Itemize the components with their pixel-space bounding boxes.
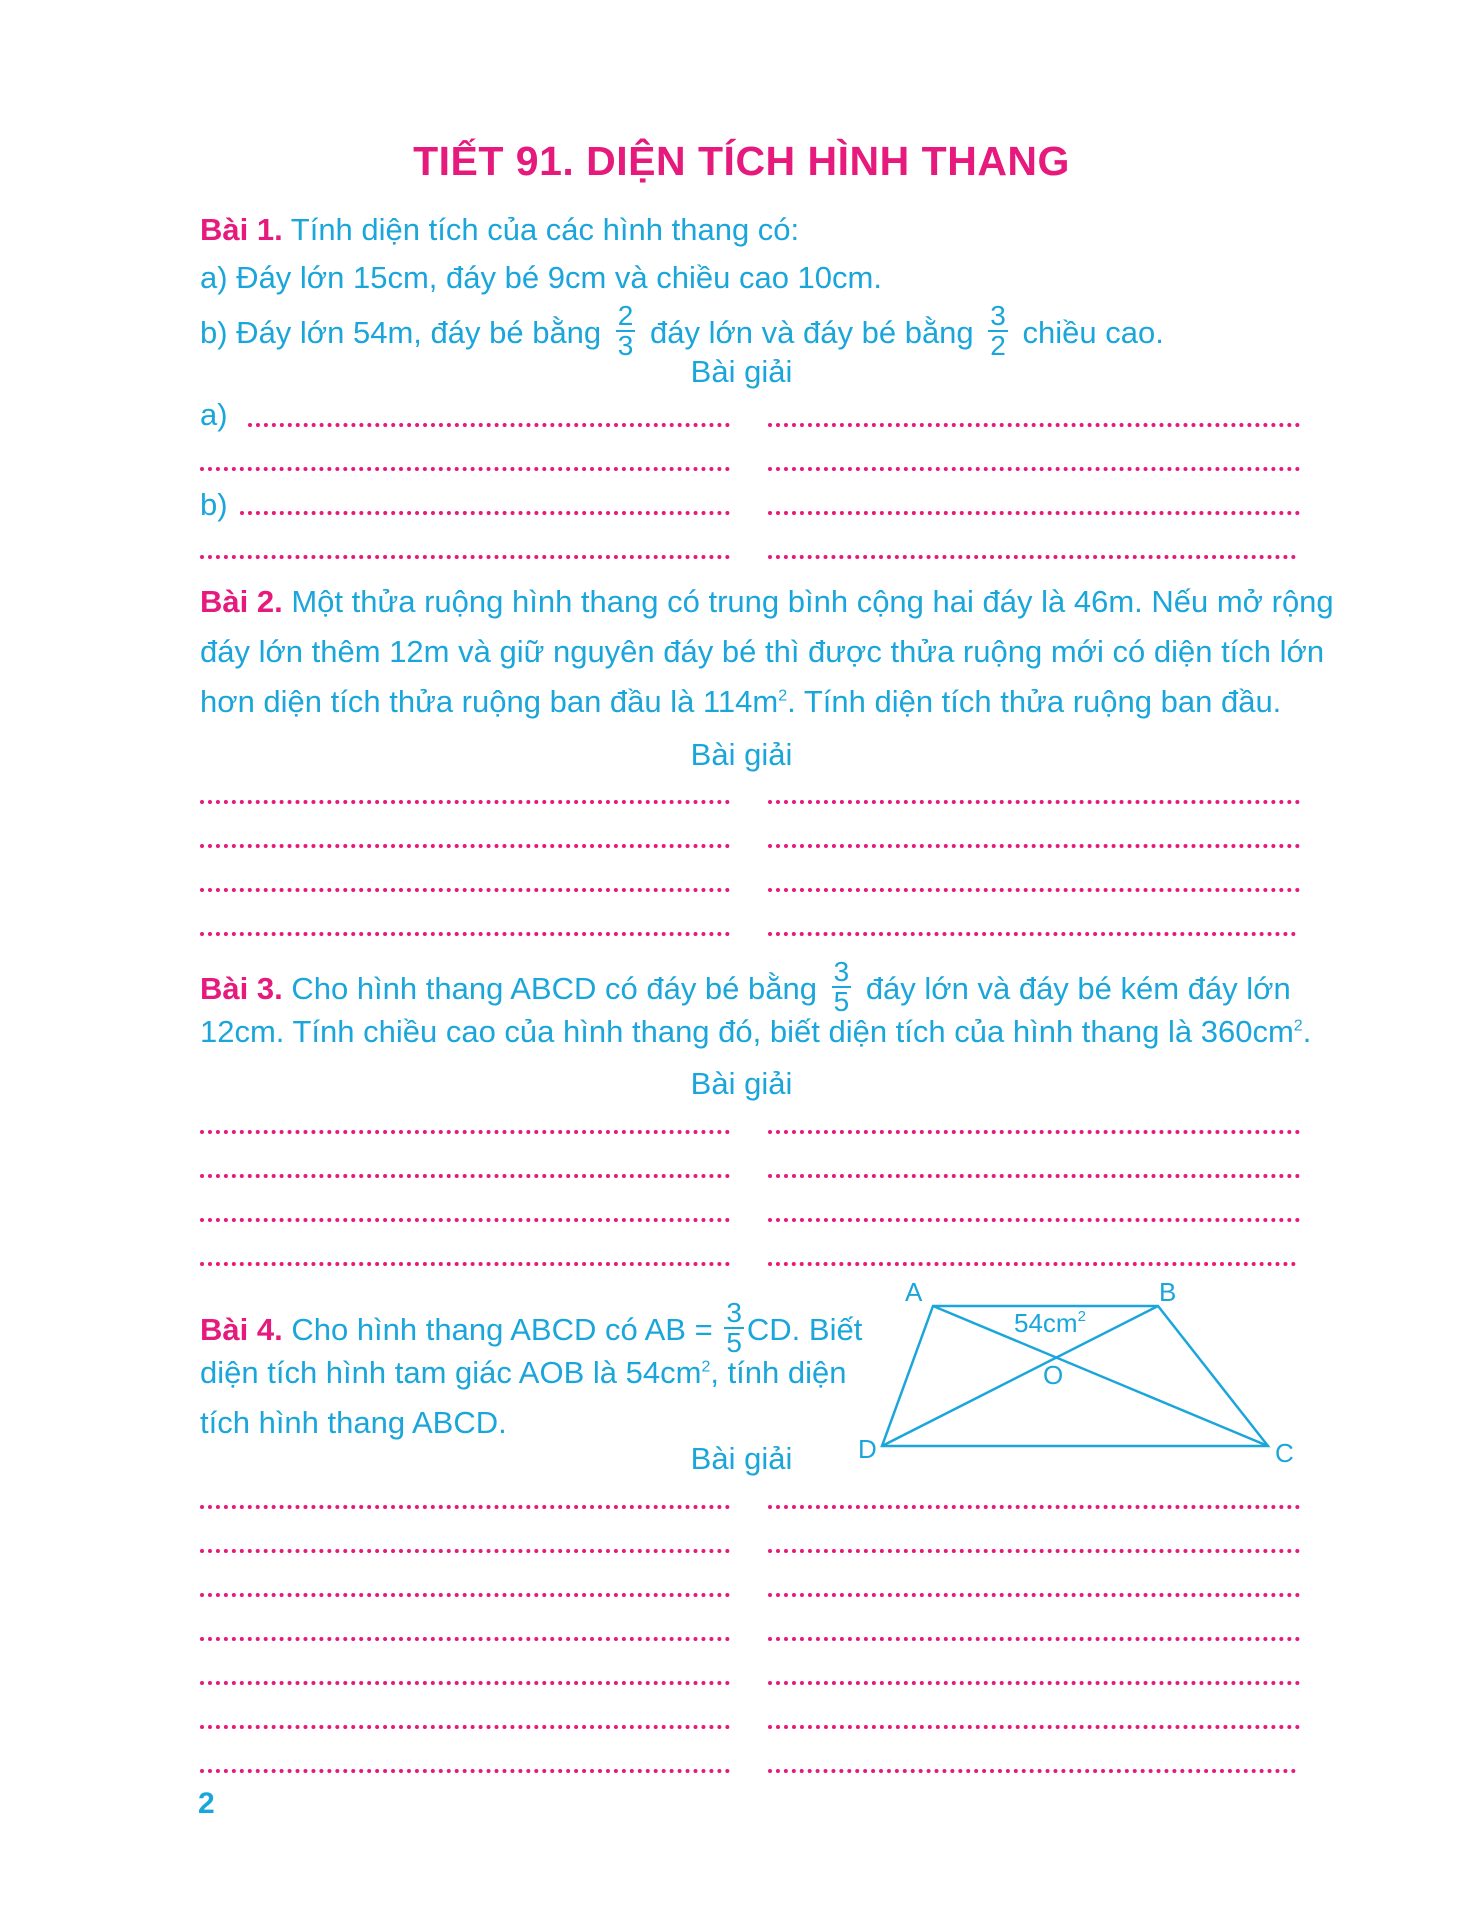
bai3-label: Bài 3. xyxy=(200,971,283,1007)
bai4-line-3: tích hình thang ABCD. xyxy=(200,1405,507,1440)
area-value: 54cm xyxy=(1014,1308,1078,1338)
fraction-denominator: 2 xyxy=(990,330,1006,361)
bai4-solution-label: Bài giải xyxy=(690,1441,793,1476)
answer-line[interactable] xyxy=(200,1725,730,1729)
answer-line[interactable] xyxy=(768,1505,1300,1509)
bai3-line-1-text-b: đáy lớn và đáy bé kém đáy lớn xyxy=(865,971,1291,1007)
bai2-line-3-text-a: hơn diện tích thửa ruộng ban đầu là 114m xyxy=(200,684,779,719)
answer-line[interactable] xyxy=(768,1725,1300,1729)
vertex-label-d: D xyxy=(858,1434,877,1464)
bai1-answer-prefix-a: a) xyxy=(200,397,228,432)
bai4-label: Bài 4. xyxy=(200,1312,283,1348)
answer-line[interactable] xyxy=(200,1637,730,1641)
bai2-line-2: đáy lớn thêm 12m và giữ nguyên đáy bé thì được thửa ruộng mới có diện tích lớn xyxy=(200,634,1325,669)
answer-line[interactable] xyxy=(768,1769,1296,1773)
triangle-aob-area-label xyxy=(1014,1308,1086,1338)
bai1-part-b-text-2: đáy lớn và đáy bé bằng xyxy=(650,315,974,351)
bai1-intro-text: Tính diện tích của các hình thang có: xyxy=(282,212,800,247)
bai1-solution-label: Bài giải xyxy=(690,354,793,389)
bai1-label: Bài 1. xyxy=(200,212,283,247)
fraction-numerator: 3 xyxy=(726,1297,742,1328)
vertex-label-a: A xyxy=(905,1277,923,1307)
fraction-denominator: 5 xyxy=(833,986,850,1017)
answer-line[interactable] xyxy=(200,1549,730,1553)
vertex-label-b: B xyxy=(1159,1277,1177,1307)
superscript: 2 xyxy=(701,1358,711,1376)
fraction-numerator: 3 xyxy=(833,956,850,987)
page-number: 2 xyxy=(198,1787,215,1820)
vertex-label-c: C xyxy=(1275,1438,1294,1468)
answer-line[interactable] xyxy=(200,1593,730,1597)
bai3-line-2-text-b: . xyxy=(1302,1014,1312,1049)
bai2-label: Bài 2. xyxy=(200,584,283,619)
superscript: 2 xyxy=(1293,1017,1303,1035)
diagonal-ac xyxy=(933,1306,1268,1446)
answer-line[interactable] xyxy=(200,1681,730,1685)
superscript: 2 xyxy=(778,687,788,705)
bai1-part-b-text-3: chiều cao. xyxy=(1022,315,1164,351)
bai1-part-a: a) Đáy lớn 15cm, đáy bé 9cm và chiều cao 10cm. xyxy=(200,260,882,295)
bai2-solution-label: Bài giải xyxy=(690,737,793,772)
bai3-line-2-text-a: 12cm. Tính chiều cao của hình thang đó, biết diện tích của hình thang là 360cm xyxy=(200,1014,1294,1049)
answer-line[interactable] xyxy=(768,1549,1300,1553)
bai1-part-b-text-1: b) Đáy lớn 54m, đáy bé bằng xyxy=(200,315,602,351)
fraction-denominator: 5 xyxy=(726,1327,742,1358)
area-superscript: 2 xyxy=(1077,1308,1086,1325)
answer-line[interactable] xyxy=(200,1505,730,1509)
answer-line[interactable] xyxy=(768,1593,1300,1597)
bai3-line-1-text-a: Cho hình thang ABCD có đáy bé bằng xyxy=(282,971,817,1007)
bai1-answer-prefix-b: b) xyxy=(200,487,228,522)
bai2-line-1-text: Một thửa ruộng hình thang có trung bình cộng hai đáy là 46m. Nếu mở rộng xyxy=(282,584,1334,619)
bai3-solution-label: Bài giải xyxy=(690,1066,793,1101)
answer-line[interactable] xyxy=(768,1637,1300,1641)
fraction-denominator: 3 xyxy=(617,330,634,361)
bai4-line-2-text-b: , tính diện xyxy=(710,1355,847,1390)
page-title: TIẾT 91. DIỆN TÍCH HÌNH THANG xyxy=(413,138,1070,184)
bai4-line-2-text-a: diện tích hình tam giác AOB là 54cm xyxy=(200,1355,702,1390)
fraction-numerator: 2 xyxy=(617,300,634,331)
bai4-line-1-text-b: CD. Biết xyxy=(746,1312,863,1348)
answer-line[interactable] xyxy=(200,1769,730,1773)
intersection-label-o: O xyxy=(1043,1360,1064,1390)
answer-line[interactable] xyxy=(768,1681,1300,1685)
bai4-line-1-text-a: Cho hình thang ABCD có AB = xyxy=(282,1312,722,1348)
bai2-line-3-text-b: . Tính diện tích thửa ruộng ban đầu. xyxy=(787,684,1282,719)
fraction-numerator: 3 xyxy=(990,300,1006,331)
